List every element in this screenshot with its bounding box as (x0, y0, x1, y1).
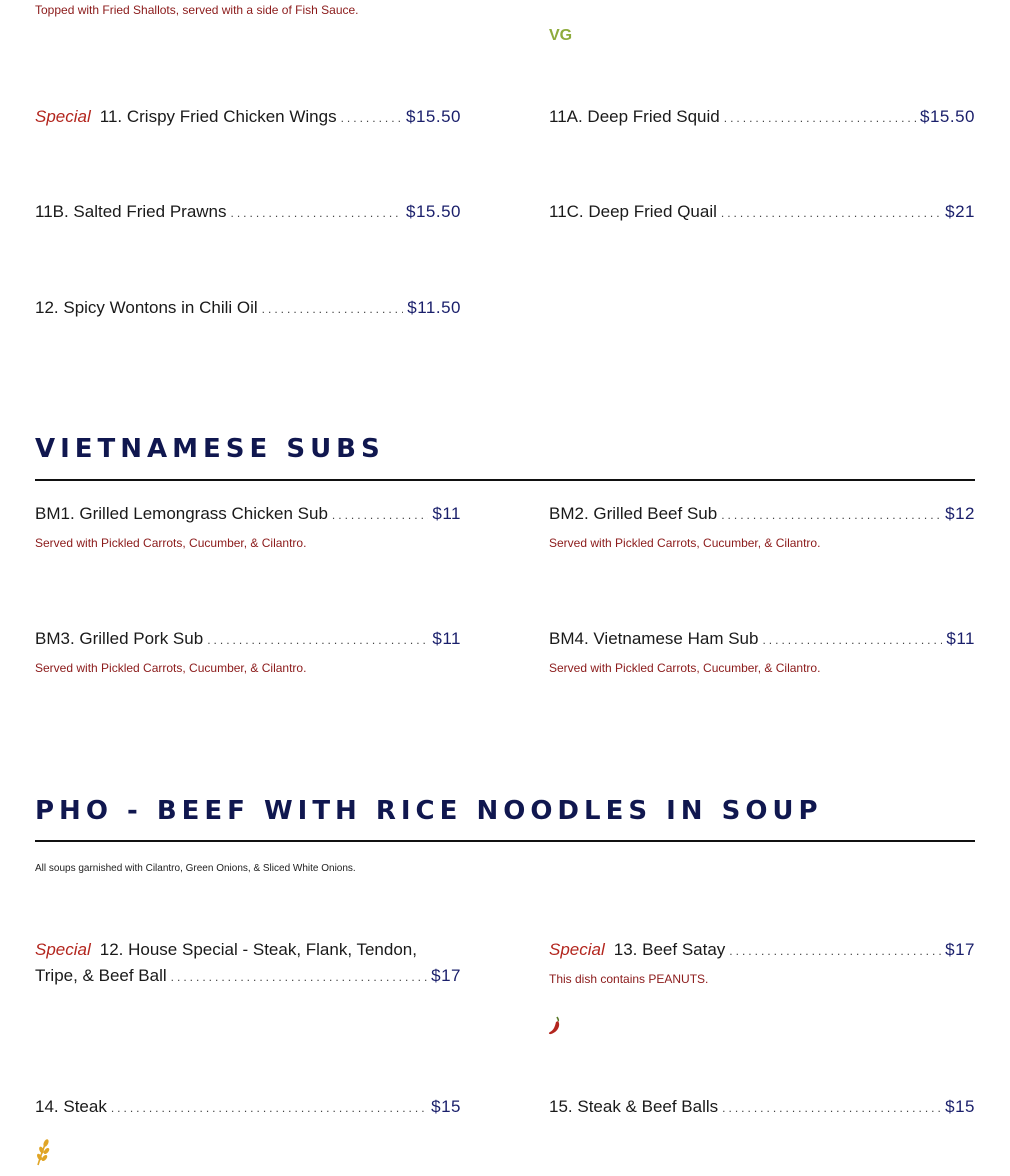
item-name: 15. Steak & Beef Balls (549, 1097, 719, 1116)
leader-dots (721, 200, 941, 226)
section-title-pho: PHO - BEEF WITH RICE NOODLES IN SOUP (35, 796, 823, 826)
item-description: Served with Pickled Carrots, Cucumber, & Cilantro. (35, 661, 307, 675)
menu-item (549, 937, 975, 986)
item-price: $11 (432, 629, 461, 648)
item-name: 11C. Deep Fried Quail (549, 202, 717, 221)
item-price: $11.50 (407, 298, 461, 317)
menu-item (549, 199, 975, 226)
menu-item (549, 104, 975, 131)
allergen-note: This dish contains PEANUTS. (549, 972, 709, 986)
item-price: $15.50 (406, 107, 461, 126)
leader-dots (341, 105, 402, 131)
menu-item (549, 501, 975, 550)
item-description: Served with Pickled Carrots, Cucumber, & Cilantro. (549, 661, 821, 675)
item-name: 11. Crispy Fried Chicken Wings (99, 107, 337, 126)
menu-item (35, 626, 461, 675)
section-divider (35, 840, 975, 842)
item-price: $12 (945, 504, 975, 523)
item-name: BM4. Vietnamese Ham Sub (549, 629, 759, 648)
menu-item (549, 1094, 975, 1121)
section-divider (35, 479, 975, 481)
special-label: Special (35, 940, 91, 959)
vegan-badge: VG (549, 27, 573, 44)
item-name: 12. Spicy Wontons in Chili Oil (35, 298, 258, 317)
item-description: Served with Pickled Carrots, Cucumber, & Cilantro. (549, 536, 821, 550)
section-note: All soups garnished with Cilantro, Green Onions, & Sliced White Onions. (35, 863, 356, 874)
item-name-continued: Tripe, & Beef Ball (35, 966, 167, 985)
menu-item (35, 199, 461, 226)
leader-dots (262, 296, 404, 322)
special-label: Special (35, 107, 91, 126)
leader-dots (721, 502, 941, 528)
menu-item (35, 501, 461, 550)
leader-dots (111, 1095, 427, 1121)
menu-item (35, 937, 461, 990)
item-description: Topped with Fried Shallots, served with a side of Fish Sauce. (35, 3, 359, 17)
leader-dots (332, 502, 428, 528)
leader-dots (722, 1095, 941, 1121)
item-name: 11A. Deep Fried Squid (549, 107, 720, 126)
leader-dots (724, 105, 916, 131)
item-price: $11 (946, 629, 975, 648)
item-description: Served with Pickled Carrots, Cucumber, & Cilantro. (35, 536, 307, 550)
menu-item (35, 295, 461, 322)
menu-item (35, 104, 461, 131)
item-price: $17 (431, 966, 461, 985)
leader-dots (171, 964, 427, 990)
section-title-subs: VIETNAMESE SUBS (35, 434, 385, 464)
item-name: BM1. Grilled Lemongrass Chicken Sub (35, 504, 328, 523)
wheat-icon (34, 1138, 52, 1171)
item-name: 12. House Special - Steak, Flank, Tendon, (99, 940, 417, 959)
item-name: 13. Beef Satay (613, 940, 726, 959)
leader-dots (762, 627, 942, 653)
item-name: 14. Steak (35, 1097, 107, 1116)
item-price: $15 (431, 1097, 461, 1116)
item-name: BM2. Grilled Beef Sub (549, 504, 718, 523)
leader-dots (207, 627, 428, 653)
item-price: $15 (945, 1097, 975, 1116)
leader-dots (231, 200, 403, 226)
item-price: $21 (945, 202, 975, 221)
item-name: 11B. Salted Fried Prawns (35, 202, 227, 221)
item-price: $17 (945, 940, 975, 959)
leader-dots (729, 938, 941, 964)
item-name: BM3. Grilled Pork Sub (35, 629, 204, 648)
chili-pepper-icon (548, 1016, 562, 1041)
item-price: $15.50 (406, 202, 461, 221)
item-price: $11 (432, 504, 461, 523)
special-label: Special (549, 940, 605, 959)
menu-item (549, 626, 975, 675)
menu-item (35, 1094, 461, 1121)
item-price: $15.50 (920, 107, 975, 126)
